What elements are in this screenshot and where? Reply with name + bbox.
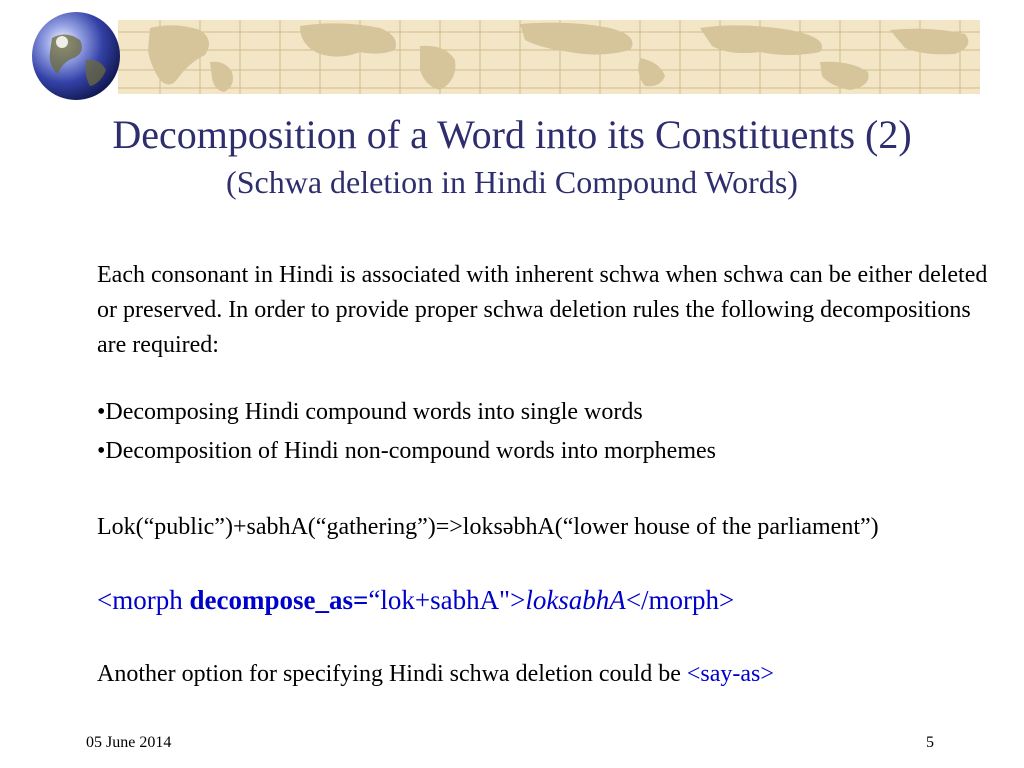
slide-title-block	[0, 112, 1024, 202]
world-map-banner	[0, 0, 1024, 108]
slide-title: Decomposition of a Word into its Constituents (2)	[112, 112, 912, 157]
globe-icon	[32, 12, 120, 100]
say-as-tag: <say-as>	[686, 661, 774, 687]
markup-close-tag: </morph>	[625, 585, 735, 615]
bullet-item: •Decomposing Hindi compound words into single words	[97, 399, 643, 425]
slide-number: 5	[926, 734, 934, 751]
slide-subtitle: (Schwa deletion in Hindi Compound Words)	[226, 164, 798, 200]
another-option-line	[97, 656, 997, 692]
markup-attribute-value: “lok+sabhA">	[368, 585, 526, 615]
markup-example	[97, 582, 997, 618]
footer-date: 05 June 2014	[86, 734, 172, 751]
intro-paragraph: Each consonant in Hindi is associated with inherent schwa when schwa can be either deleted or preserved. In order to provide proper schwa deletion rules the following decompositions are required:	[97, 262, 988, 358]
markup-open-tag: <morph	[97, 585, 190, 615]
markup-word: loksabhA	[525, 585, 626, 615]
markup-attribute: decompose_as=	[189, 585, 369, 615]
example-text: Lok(“public”)+sabhA(“gathering”)=>loksəbhA(“lower house of the parliament”)	[97, 514, 879, 540]
another-option-text: Another option for specifying Hindi schwa deletion could be	[97, 661, 687, 687]
bullet-item: •Decomposition of Hindi non-compound words into morphemes	[97, 438, 716, 464]
